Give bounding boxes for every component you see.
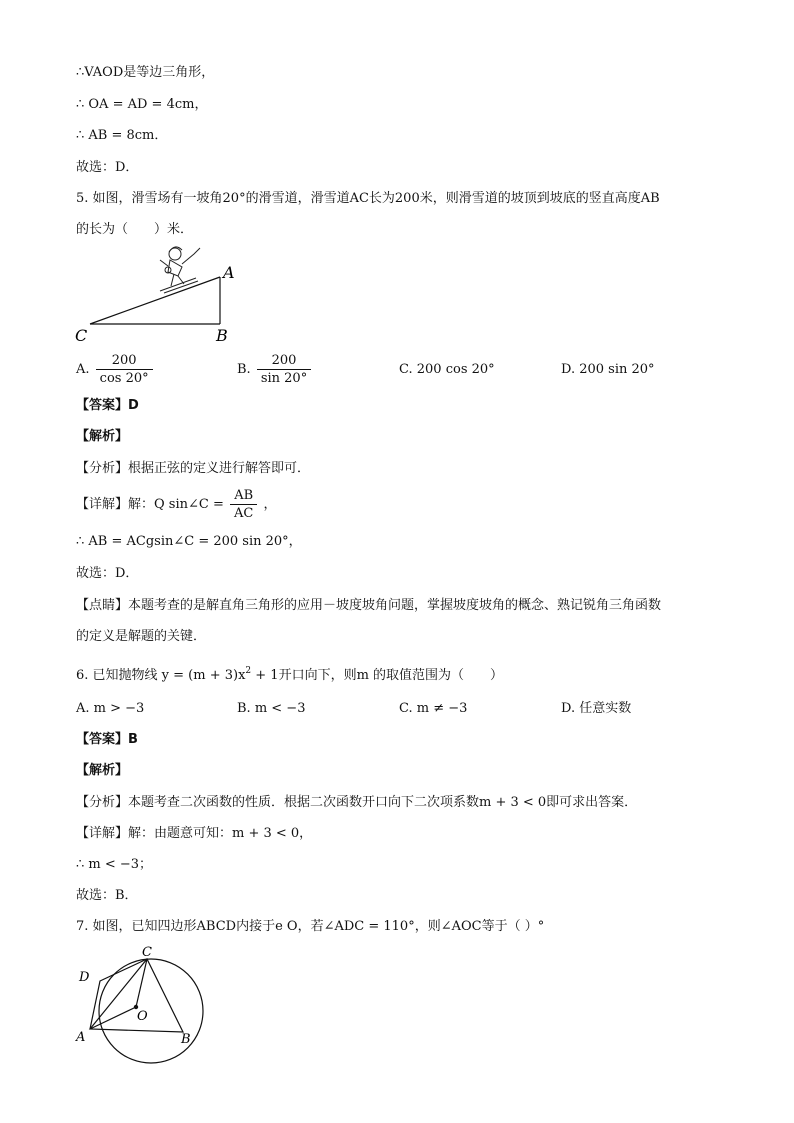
q5-option-a-numerator: 200 (96, 352, 153, 370)
q5-option-c-text: 200 cos 20° (416, 362, 495, 377)
q5-option-a (76, 352, 155, 387)
q6-detail: 【详解】解：由题意可知：m + 3 < 0， (76, 826, 313, 841)
q5-option-a-denominator: cos 20° (99, 371, 149, 386)
q5-remark-line-1: 【点睛】本题考查的是解直角三角形的应用－坡度坡角问题，掌握坡度坡角的概念、熟记锐角三角函数 (76, 598, 662, 613)
q6-jiexi-heading: 【解析】 (76, 763, 129, 778)
q5-step-2: ∴ AB = ACgsin∠C = 200 sin 20°， (76, 534, 302, 549)
fig7-label-d: D (79, 970, 90, 985)
q5-option-d-letter: D. (561, 362, 576, 377)
q5-remark-line-2: 的定义是解题的关键． (76, 629, 207, 644)
q5-option-a-letter: A. (76, 362, 90, 377)
prev-line-3: ∴ AB = 8cm． (76, 128, 168, 143)
q6-stem-part-b: + 1开口向下，则m 的取值范围为（ ） (251, 668, 504, 683)
fig7-label-b: B (181, 1032, 191, 1047)
fig7-label-o: O (137, 1009, 148, 1024)
q5-answer: 【答案】D (76, 398, 139, 413)
q5-option-b-denominator: sin 20° (260, 371, 308, 386)
q5-stem-line-1: 5. 如图，滑雪场有一坡角20°的滑雪道，滑雪道AC长为200米，则滑雪道的坡顶到坡底的竖直高度AB (76, 191, 660, 206)
q7-circle-figure (70, 940, 210, 1066)
q6-option-d: D. 任意实数 (561, 701, 632, 716)
q5-detail-denominator: AC (234, 506, 254, 521)
q5-option-a-fraction (96, 352, 153, 387)
q5-option-d-text: 200 sin 20° (579, 362, 655, 377)
q6-option-c: C. m ≠ −3 (399, 701, 468, 716)
q5-detail-prefix: 【详解】解：Q sin∠C = (76, 497, 224, 512)
q5-choose: 故选：D． (76, 566, 139, 581)
q5-analysis: 【分析】根据正弦的定义进行解答即可． (76, 461, 311, 476)
q5-stem-line-2: 的长为（ ）米． (76, 222, 194, 237)
q5-detail-suffix: ， (263, 497, 277, 512)
slope-line-ca (90, 277, 220, 324)
q6-analysis: 【分析】本题考查二次函数的性质．根据二次函数开口向下二次项系数m + 3 < 0即可求出答案． (76, 795, 638, 810)
q5-option-c-letter: C. (399, 362, 413, 377)
q6-answer: 【答案】B (76, 732, 138, 747)
q6-option-a: A. m > −3 (76, 701, 145, 716)
q7-stem: 7. 如图，已知四边形ABCD内接于e O，若∠ADC = 110°，则∠AOC等于（ ）° (76, 919, 545, 934)
fig7-label-a: A (76, 1030, 86, 1045)
q6-stem-part-a: 6. 已知抛物线 y = (m + 3)x (76, 668, 246, 683)
fig5-label-a: A (223, 263, 235, 282)
q5-detail-fraction (230, 487, 257, 522)
q5-option-c (399, 361, 495, 379)
q5-option-b-numerator: 200 (257, 352, 311, 370)
q5-detail (76, 487, 277, 522)
radius-oa (90, 1007, 136, 1029)
q6-choose: 故选：B． (76, 888, 138, 903)
q5-detail-numerator: AB (230, 487, 257, 505)
q6-step-2: ∴ m < −3； (76, 857, 153, 872)
q6-stem (76, 662, 503, 685)
q5-slope-figure (70, 240, 250, 346)
prev-line-2: ∴ OA = AD = 4cm， (76, 97, 208, 112)
q6-stem-exponent: 2 (245, 666, 252, 676)
fig5-label-b: B (216, 326, 228, 345)
prev-line-4: 故选：D． (76, 160, 139, 175)
q5-option-b (237, 352, 313, 387)
fig5-label-c: C (75, 326, 88, 345)
q5-jiexi-heading: 【解析】 (76, 429, 129, 444)
q6-option-b: B. m < −3 (237, 701, 306, 716)
q5-option-b-fraction (257, 352, 311, 387)
fig7-label-c: C (142, 945, 152, 960)
prev-line-1: ∴VAOD是等边三角形， (76, 65, 215, 80)
q5-option-b-letter: B. (237, 362, 251, 377)
q5-option-d (561, 361, 655, 379)
